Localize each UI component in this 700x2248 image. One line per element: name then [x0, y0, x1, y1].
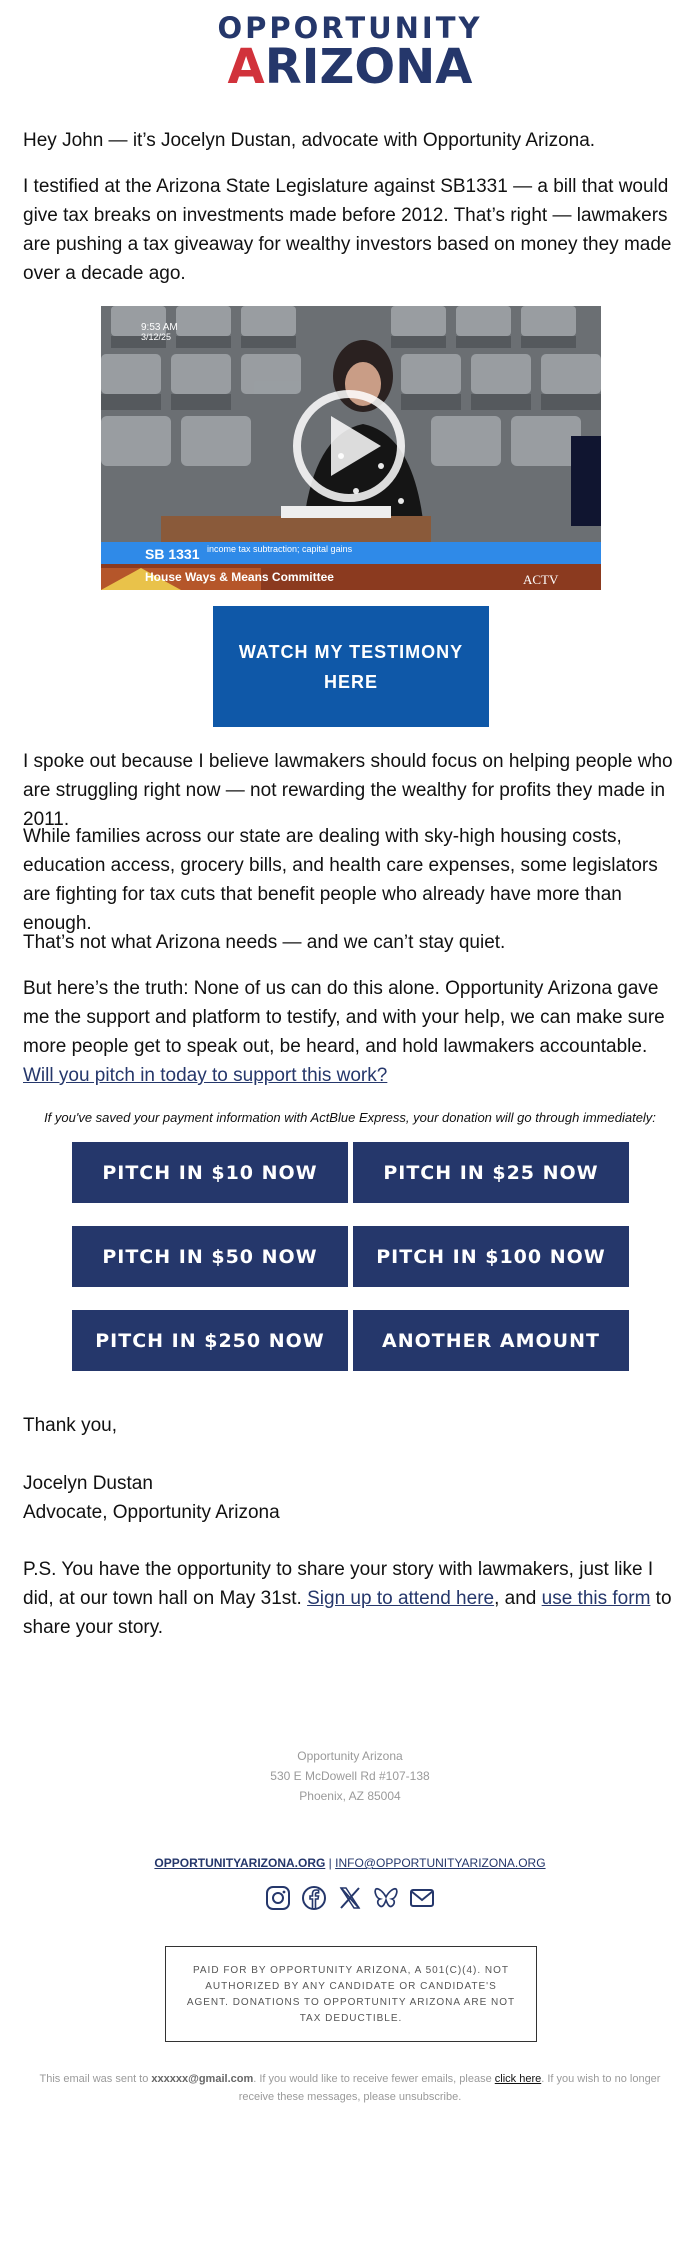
video-bill-subject: income tax subtraction; capital gains	[207, 544, 353, 554]
video-committee-name: House Ways & Means Committee	[145, 570, 334, 584]
ps-text-1: P.S. You have the opportunity to share your story with lawmakers, just like I did, at our town hall on May 31st.	[23, 1559, 654, 1609]
logo-line-1: OPPORTUNITY	[217, 11, 483, 45]
video-timestamp-date: 3/12/25	[141, 332, 172, 342]
families-paragraph: While families across our state are dealing with sky-high housing costs, education access, grocery bills, and health care expenses, some legislators are fighting for tax cuts that benefit people who already have more than enough.	[23, 826, 658, 934]
video-bill-number: SB 1331	[145, 546, 200, 562]
bluesky-icon[interactable]	[373, 1885, 399, 1911]
unsub-text-2: . If you would like to receive fewer emails, please	[253, 2073, 495, 2085]
truth-paragraph	[23, 974, 679, 1090]
share-story-form-link[interactable]: use this form	[541, 1588, 651, 1609]
x-icon[interactable]	[337, 1885, 363, 1911]
pitch-in-50-button[interactable]: PITCH IN $50 NOW	[72, 1226, 348, 1287]
logo-line-2-rest: RIZONA	[264, 39, 473, 95]
actblue-express-note: If you've saved your payment information with ActBlue Express, your donation will go through immediately:	[44, 1110, 656, 1125]
truth-paragraph-text: But here’s the truth: None of us can do this alone. Opportunity Arizona gave me the support and platform to testify, and with your help, we can make sure more people get to speak out, be heard, and hold lawmakers accountable.	[23, 978, 665, 1057]
video-frame-illustration	[101, 306, 601, 590]
unsub-text-3: . If you wish to no longer receive these messages, please unsubscribe.	[238, 2073, 661, 2103]
testimony-paragraph: I testified at the Arizona State Legislature against SB1331 — a bill that would give tax breaks on investments made before 2012. That’s right — lawmakers are pushing a tax giveaway for wealthy investors based on money they made over a decade ago.	[23, 176, 672, 284]
footer-links	[0, 1856, 700, 1870]
signer-name: Jocelyn Dustan	[23, 1473, 153, 1494]
footer-city: Phoenix, AZ 85004	[299, 1789, 401, 1803]
instagram-icon[interactable]	[265, 1885, 291, 1911]
logo-line-2	[0, 39, 700, 95]
paid-for-disclaimer: PAID FOR BY OPPORTUNITY ARIZONA, A 501(C)(4). NOT AUTHORIZED BY ANY CANDIDATE OR CANDIDATE'S AGENT. DONATIONS TO OPPORTUNITY ARIZONA ARE NOT TAX DEDUCTIBLE.	[165, 1946, 537, 2042]
another-amount-button[interactable]: ANOTHER AMOUNT	[353, 1310, 629, 1371]
video-timestamp-time: 9:53 AM	[141, 322, 178, 333]
video-network-logo: ACTV	[523, 572, 559, 587]
pitch-in-link[interactable]: Will you pitch in today to support this work?	[23, 1065, 388, 1086]
not-quiet-paragraph: That’s not what Arizona needs — and we can’t stay quiet.	[23, 932, 506, 953]
pitch-in-250-button[interactable]: PITCH IN $250 NOW	[72, 1310, 348, 1371]
opportunity-arizona-logo[interactable]	[0, 11, 700, 95]
social-links	[0, 1885, 700, 1911]
unsubscribe-notice	[30, 2070, 670, 2106]
logo-letter-a: A	[227, 39, 265, 95]
signer-title: Advocate, Opportunity Arizona	[23, 1502, 280, 1523]
email-icon[interactable]	[409, 1885, 435, 1911]
website-link[interactable]: OPPORTUNITYARIZONA.ORG	[154, 1856, 326, 1870]
facebook-icon[interactable]	[301, 1885, 327, 1911]
footer-org-name: Opportunity Arizona	[297, 1749, 403, 1763]
footer-address	[0, 1746, 700, 1806]
watch-testimony-button[interactable]: WATCH MY TESTIMONY HERE	[213, 606, 489, 727]
spoke-out-paragraph: I spoke out because I believe lawmakers should focus on helping people who are struggling right now — not rewarding the wealthy for profits they made in 2011.	[23, 751, 673, 830]
recipient-email: xxxxxx@gmail.com	[151, 2073, 254, 2085]
footer-street: 530 E McDowell Rd #107-138	[270, 1769, 430, 1783]
thank-you-text: Thank you,	[23, 1415, 117, 1436]
email-link[interactable]: INFO@OPPORTUNITYARIZONA.ORG	[335, 1856, 546, 1870]
pitch-in-10-button[interactable]: PITCH IN $10 NOW	[72, 1142, 348, 1203]
greeting-paragraph: Hey John — it’s Jocelyn Dustan, advocate with Opportunity Arizona.	[23, 130, 596, 151]
testimony-video-thumbnail[interactable]	[101, 306, 601, 590]
pitch-in-25-button[interactable]: PITCH IN $25 NOW	[353, 1142, 629, 1203]
sign-up-town-hall-link[interactable]: Sign up to attend here	[307, 1588, 495, 1609]
ps-paragraph	[23, 1555, 679, 1642]
footer-link-separator: |	[328, 1856, 332, 1870]
unsub-text-1: This email was sent to	[39, 2073, 152, 2085]
fewer-emails-link[interactable]: click here	[494, 2073, 542, 2085]
ps-text-2: , and	[494, 1588, 542, 1609]
ps-text-3: to share your story.	[23, 1588, 672, 1638]
pitch-in-100-button[interactable]: PITCH IN $100 NOW	[353, 1226, 629, 1287]
